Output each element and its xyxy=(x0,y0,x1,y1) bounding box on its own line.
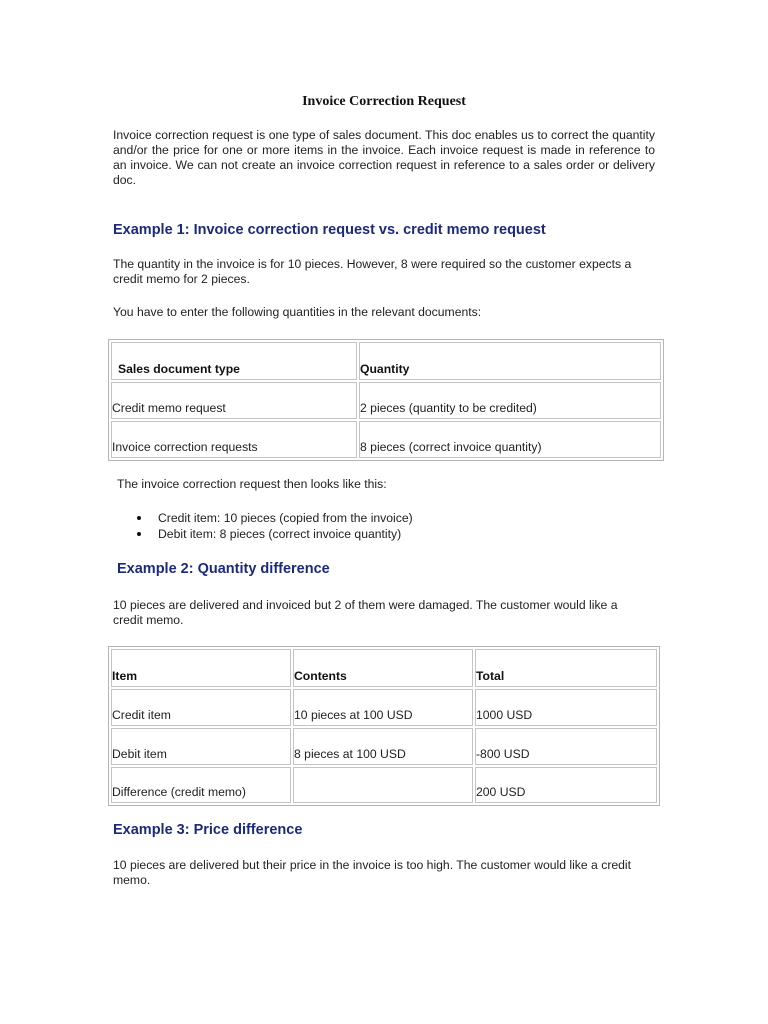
example1-heading: Example 1: Invoice correction request vs. credit memo request xyxy=(113,222,546,238)
example2-paragraph: 10 pieces are delivered and invoiced but 2 of them were damaged. The customer would like a credit memo. xyxy=(113,598,618,627)
example3-paragraph: 10 pieces are delivered but their price in the invoice is too high. The customer would like a credit memo. xyxy=(113,858,632,887)
example1-bullet-list xyxy=(113,510,413,542)
example2-table xyxy=(108,646,660,806)
table-cell: 2 pieces (quantity to be credited) xyxy=(359,382,661,419)
table-header-row xyxy=(111,649,657,687)
table-cell: -800 USD xyxy=(475,728,657,765)
table-row xyxy=(111,382,661,419)
table-header-cell: Quantity xyxy=(359,342,661,380)
example3-heading: Example 3: Price difference xyxy=(113,822,303,838)
table-header-row xyxy=(111,342,661,380)
example1-paragraph: The quantity in the invoice is for 10 pieces. However, 8 were required so the customer expects a credit memo for 2 pieces. xyxy=(113,257,632,286)
table-header-cell: Total xyxy=(475,649,657,687)
table-row xyxy=(111,728,657,765)
table-cell: 8 pieces at 100 USD xyxy=(293,728,473,765)
table-header-cell: Sales document type xyxy=(111,342,357,380)
example1-instruction: You have to enter the following quantities in the relevant documents: xyxy=(113,305,482,319)
table-cell: 8 pieces (correct invoice quantity) xyxy=(359,421,661,458)
table-cell: Credit item xyxy=(111,689,291,726)
table-cell: Debit item xyxy=(111,728,291,765)
table-header-cell: Contents xyxy=(293,649,473,687)
example2-heading: Example 2: Quantity difference xyxy=(117,561,330,577)
intro-paragraph: Invoice correction request is one type of sales document. This doc enables us to correct the quantity and/or the price for one or more items in the invoice. Each invoice request is made in reference to an invoice. We can not create an invoice correction request in reference to a sales order or delivery doc. xyxy=(113,128,655,187)
table-row xyxy=(111,689,657,726)
example1-after-text: The invoice correction request then looks like this: xyxy=(117,477,387,491)
table-header-cell: Item xyxy=(111,649,291,687)
table-cell: 200 USD xyxy=(475,767,657,803)
table-cell: Invoice correction requests xyxy=(111,421,357,458)
example1-table xyxy=(108,339,664,461)
table-cell: Credit memo request xyxy=(111,382,357,419)
list-item: Credit item: 10 pieces (copied from the invoice) xyxy=(158,511,413,525)
table-cell: Difference (credit memo) xyxy=(111,767,291,803)
table-cell: 1000 USD xyxy=(475,689,657,726)
table-row xyxy=(111,421,661,458)
table-cell: 10 pieces at 100 USD xyxy=(293,689,473,726)
table-cell xyxy=(293,767,473,803)
page-title: Invoice Correction Request xyxy=(302,94,466,109)
list-item: Debit item: 8 pieces (correct invoice quantity) xyxy=(158,526,413,542)
table-row xyxy=(111,767,657,803)
